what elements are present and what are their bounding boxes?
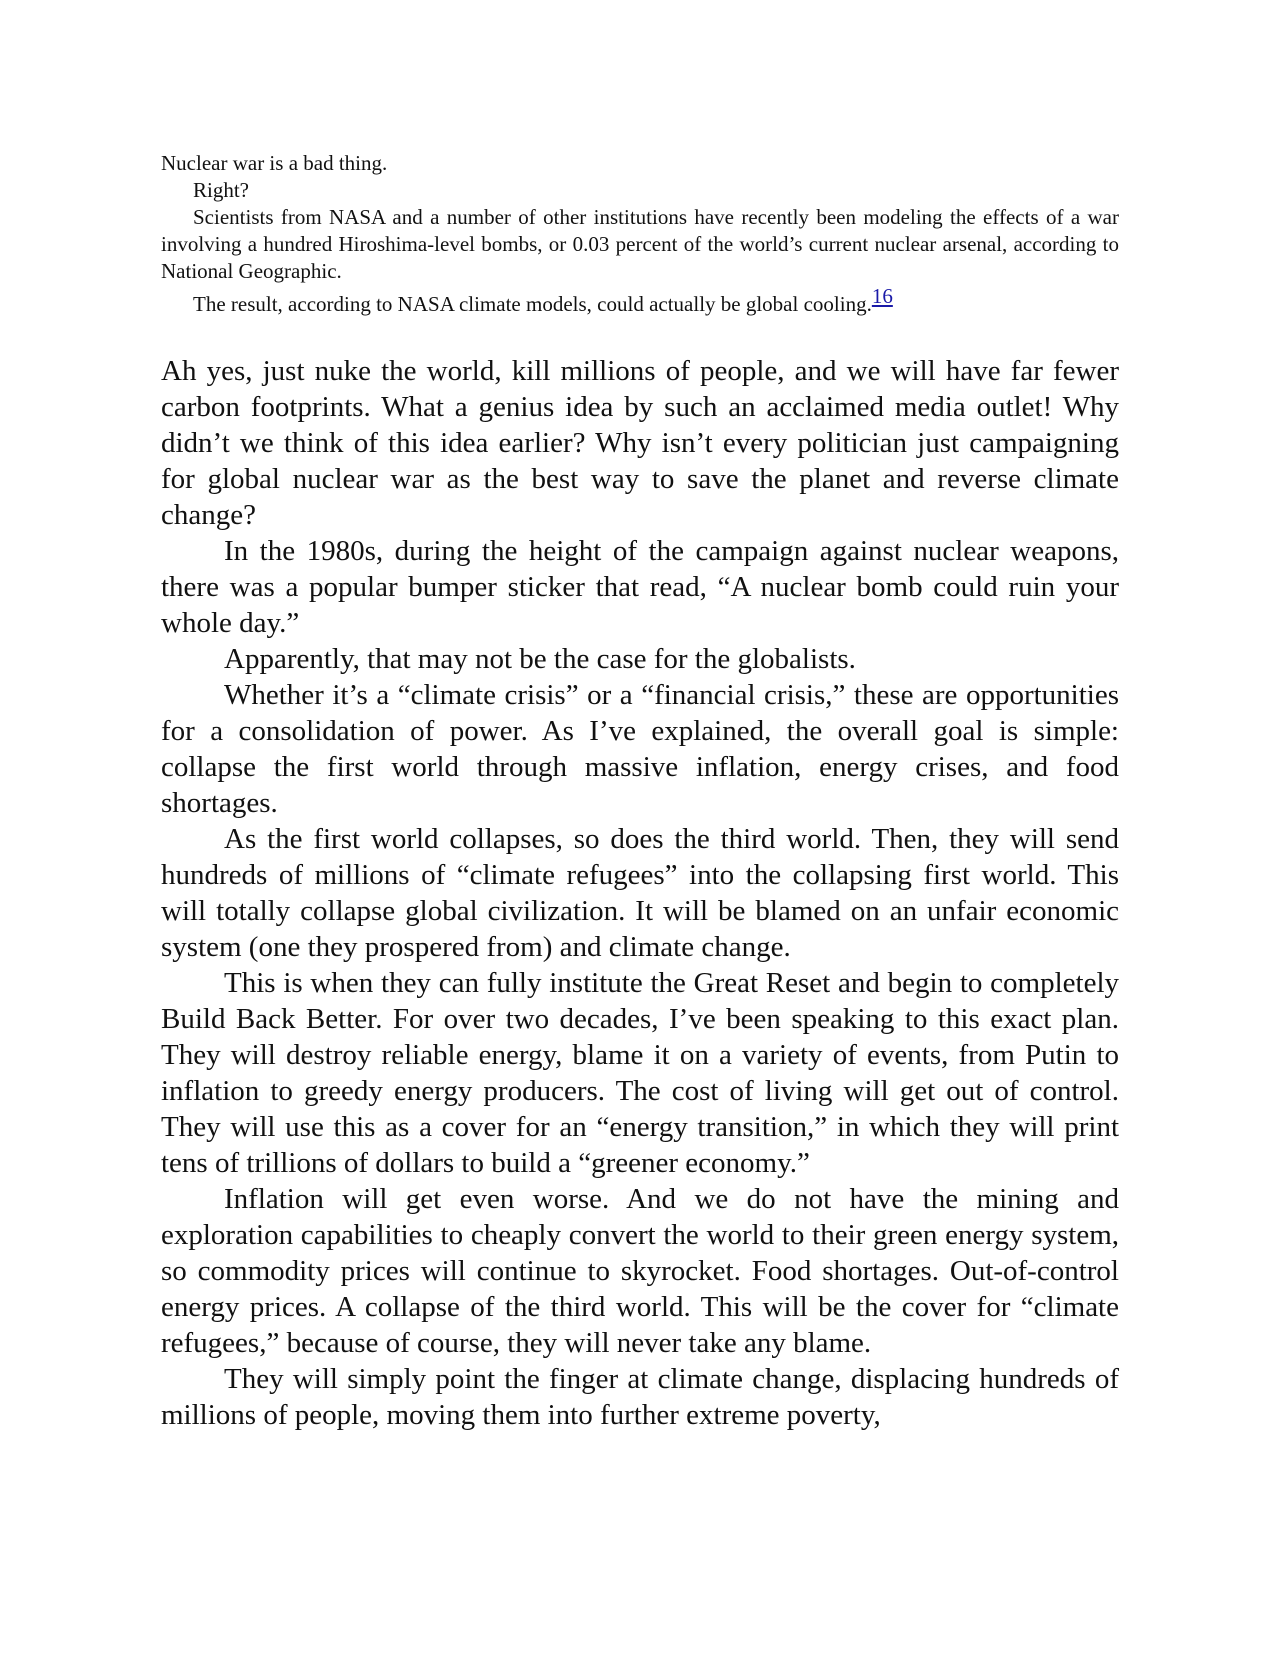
body-paragraph: In the 1980s, during the height of the campaign against nuclear weapons, there was a popular bumper sticker that read, “A nuclear bomb could ruin your whole day.” [161, 535, 1119, 639]
body-paragraph: Inflation will get even worse. And we do not have the mining and exploration capabilities to cheaply convert the world to their green energy system, so commodity prices will continue to skyrocket. Food shortages. Out-of-control energy prices. A collapse of the third world. This will be the cover for “climate refugees,” because of course, they will never take any blame. [161, 1183, 1119, 1359]
footnote-link[interactable]: 16 [871, 284, 893, 308]
body-paragraph: Apparently, that may not be the case for the globalists. [224, 643, 856, 675]
body-paragraph: Whether it’s a “climate crisis” or a “financial crisis,” these are opportunities for a consolidation of power. As I’ve explained, the overall goal is simple: collapse the first world through massive inflation, energy crises, and food shortages. [161, 679, 1119, 819]
quote-line-4 [161, 284, 1119, 318]
quote-line-4-text: The result, according to NASA climate models, could actually be global cooling. [193, 292, 872, 316]
body-paragraph: This is when they can fully institute the Great Reset and begin to completely Build Back Better. For over two decades, I’ve been speaking to this exact plan. They will destroy reliable energy, blame it on a variety of events, from Putin to inflation to greedy energy producers. The cost of living will get out of control. They will use this as a cover for an “energy transition,” in which they will print tens of trillions of dollars to build a “greener economy.” [161, 967, 1119, 1179]
block-quote [161, 150, 1119, 318]
quote-line-3: Scientists from NASA and a number of other institutions have recently been modeling the effects of a war involving a hundred Hiroshima-level bombs, or 0.03 percent of the world’s current nuclear arsenal, according to National Geographic. [161, 205, 1119, 283]
quote-line-1: Nuclear war is a bad thing. [161, 151, 388, 175]
body-paragraph: They will simply point the finger at climate change, displacing hundreds of millions of people, moving them into further extreme poverty, [161, 1363, 1119, 1431]
body-text [161, 353, 1119, 1433]
body-paragraph: As the first world collapses, so does the third world. Then, they will send hundreds of millions of “climate refugees” into the collapsing first world. This will totally collapse global civilization. It will be blamed on an unfair economic system (one they prospered from) and climate change. [161, 823, 1119, 963]
quote-line-2: Right? [193, 178, 249, 202]
body-paragraph: Ah yes, just nuke the world, kill millions of people, and we will have far fewer carbon footprints. What a genius idea by such an acclaimed media outlet! Why didn’t we think of this idea earlier? Why isn’t every politician just campaigning for global nuclear war as the best way to save the planet and reverse climate change? [161, 355, 1119, 531]
